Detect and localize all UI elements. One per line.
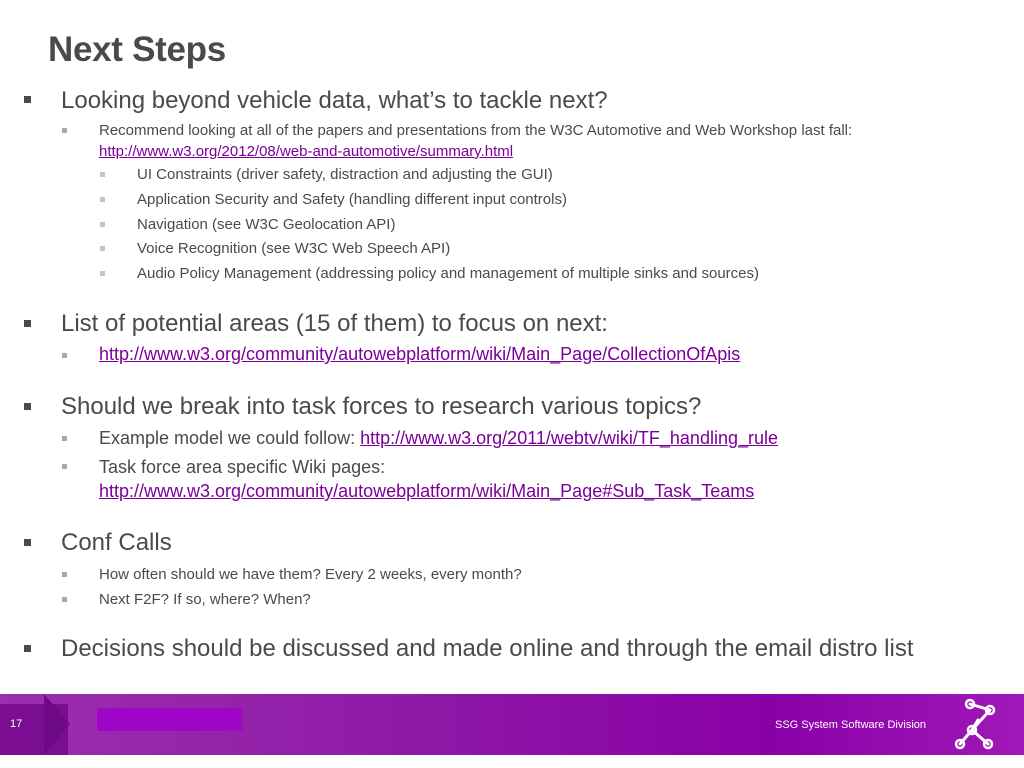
recommend-text: Recommend looking at all of the papers and presentations from the W3C Automotive and Web Workshop last fall: [99, 122, 853, 139]
sub-sub-bullet-icon [100, 222, 105, 227]
collection-of-apis-link[interactable]: http://www.w3.org/community/autowebplatform/wiki/Main_Page/CollectionOfApis [99, 344, 741, 364]
sub-sub-bullet-icon [100, 246, 105, 251]
sub-sub-bullet-icon [100, 172, 105, 177]
section-heading-task-forces: Should we break into task forces to research various topics? [61, 393, 702, 420]
list-item: Navigation (see W3C Geolocation API) [137, 216, 396, 233]
bullet-icon [24, 403, 31, 410]
section-heading-decisions: Decisions should be discussed and made online and through the email distro list [61, 635, 914, 662]
sub-sub-bullet-icon [100, 271, 105, 276]
tf-handling-rule-link[interactable]: http://www.w3.org/2011/webtv/wiki/TF_handling_rule [360, 428, 779, 448]
list-item: How often should we have them? Every 2 weeks, every month? [99, 566, 522, 583]
sub-bullet-icon [62, 597, 67, 602]
list-item: Voice Recognition (see W3C Web Speech API) [137, 240, 451, 257]
bullet-icon [24, 539, 31, 546]
section-heading-conf-calls: Conf Calls [61, 529, 172, 556]
list-item: Application Security and Safety (handling different input controls) [137, 191, 567, 208]
molecule-logo-icon [948, 696, 1000, 752]
footer-notch [44, 694, 70, 755]
slide-title: Next Steps [48, 30, 226, 69]
footer-placeholder-box [97, 708, 242, 731]
sub-bullet-icon [62, 436, 67, 441]
bullet-icon [24, 96, 31, 103]
section-heading-vehicle-data: Looking beyond vehicle data, what’s to tackle next? [61, 87, 608, 114]
list-item: Next F2F? If so, where? When? [99, 591, 311, 608]
division-label: SSG System Software Division [775, 719, 926, 731]
list-item: Audio Policy Management (addressing policy and management of multiple sinks and sources) [137, 265, 759, 282]
example-model-line [99, 428, 778, 449]
workshop-summary-link[interactable]: http://www.w3.org/2012/08/web-and-automotive/summary.html [99, 143, 514, 160]
sub-bullet-icon [62, 353, 67, 358]
sub-sub-bullet-icon [100, 197, 105, 202]
task-force-text: Task force area specific Wiki pages: [99, 457, 386, 477]
page-number: 17 [10, 718, 23, 730]
sub-bullet-icon [62, 572, 67, 577]
bullet-icon [24, 645, 31, 652]
bullet-icon [24, 320, 31, 327]
sub-bullet-icon [62, 464, 67, 469]
sub-task-teams-link[interactable]: http://www.w3.org/community/autowebplatform/wiki/Main_Page#Sub_Task_Teams [99, 481, 755, 501]
section-heading-potential-areas: List of potential areas (15 of them) to focus on next: [61, 310, 608, 337]
list-item: UI Constraints (driver safety, distraction and adjusting the GUI) [137, 166, 553, 183]
sub-bullet-icon [62, 128, 67, 133]
example-model-text: Example model we could follow: [99, 428, 361, 448]
